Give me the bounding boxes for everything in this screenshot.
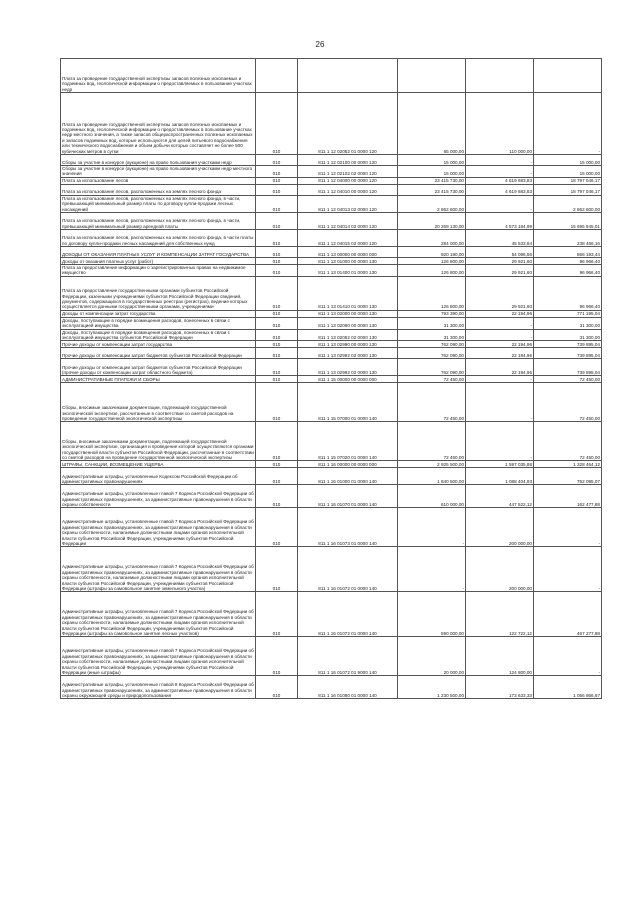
table-row: [61, 329, 602, 341]
row-exec-cell: 29 921,60: [466, 276, 534, 310]
row-rest-cell: 739 895,04: [534, 341, 602, 348]
table-row: [61, 247, 602, 258]
row-exec-cell: -: [466, 317, 534, 329]
row-kbk-cell: 811 1 12 04015 02 0000 120: [298, 230, 398, 247]
row-code-cell: 010: [256, 310, 298, 317]
row-name-cell: Сборы, вносимые заказчиками документации, подлежащей государственной экологической экспертизе, организация и проведение которой осуществляются органами государственной власти субъектов Российской Федерации, рассчитанные в соответствии со сметой расходов на проведение государственной экологической экспертизы: [61, 422, 256, 461]
row-plan-cell: 610 000,00: [398, 485, 466, 508]
row-code-cell: 010: [256, 184, 298, 195]
row-code-cell: 010: [256, 485, 298, 508]
row-exec-cell: -: [466, 195, 534, 212]
row-kbk-cell: [298, 59, 398, 93]
table-row: [61, 213, 602, 230]
row-name-cell: Административные штрафы, установленные главой 7 Кодекса Российской Федерации об административных правонарушениях, за административные правонарушения в области охраны собственности, налагаемые должностными лицами органов исполнительной власти субъектов Российской Федерации, учреждениями субъектов Российской Федерации (штрафы за самовольное занятие земельного участка): [61, 547, 256, 592]
row-code-cell: 010: [256, 341, 298, 348]
row-name-cell: АДМИНИСТРАТИВНЫЕ ПЛАТЕЖИ И СБОРЫ: [61, 376, 256, 383]
row-plan-cell: 20 269 130,00: [398, 213, 466, 230]
row-plan-cell: 126 800,00: [398, 258, 466, 265]
row-rest-cell: 1 056 866,67: [534, 676, 602, 699]
row-code-cell: 010: [256, 177, 298, 184]
row-plan-cell: 590 000,00: [398, 592, 466, 637]
row-rest-cell: 739 895,04: [534, 348, 602, 359]
table-row: [61, 184, 602, 195]
row-plan-cell: 920 190,00: [398, 247, 466, 258]
row-kbk-cell: 811 1 16 01070 01 0000 140: [298, 485, 398, 508]
row-rest-cell: 2 862 600,00: [534, 195, 602, 212]
row-exec-cell: -: [466, 329, 534, 341]
table-row: [61, 508, 602, 547]
row-name-cell: Доходы, поступающие в порядке возмещения расходов, понесенных в связи с эксплуатацией имущества: [61, 317, 256, 329]
row-exec-cell: 1 597 035,88: [466, 461, 534, 468]
row-code-cell: 010: [256, 213, 298, 230]
row-plan-cell: 31 300,00: [398, 329, 466, 341]
row-rest-cell: -: [534, 637, 602, 676]
row-kbk-cell: 811 1 16 01000 01 0000 140: [298, 468, 398, 485]
page-number: 26: [315, 40, 325, 49]
row-kbk-cell: 811 1 12 02102 02 0000 120: [298, 166, 398, 178]
row-rest-cell: 15 695 945,01: [534, 213, 602, 230]
row-exec-cell: 4 619 683,83: [466, 177, 534, 184]
row-rest-cell: -: [534, 547, 602, 592]
row-name-cell: Административные штрафы, установленные главой 8 Кодекса Российской Федерации об административных правонарушениях, за административные правонарушения в области охраны окружающей среды и природопользования: [61, 676, 256, 699]
row-name-cell: Плата за использование лесов, расположенных на землях лесного фонда, в части платы по договору купли-продажи лесных насаждений для собственных нужд: [61, 230, 256, 247]
revenue-table: [60, 58, 602, 699]
row-rest-cell: [534, 59, 602, 93]
row-code-cell: 010: [256, 592, 298, 637]
row-exec-cell: 22 194,96: [466, 348, 534, 359]
table-row: [61, 376, 602, 383]
row-plan-cell: 762 090,00: [398, 341, 466, 348]
row-plan-cell: 15 000,00: [398, 166, 466, 178]
row-name-cell: Плата за проведение государственной экспертизы запасов полезных ископаемых и подземных вод, геологической информации о предоставляемых в пользование участках недр местного значения, а также запасов общераспространенных полезных ископаемых и запасов подземных вод, которые используются для целей питьевого водоснабжения или технического водоснабжения и объем добычи которых составляет не более 500 кубических метров в сутки: [61, 93, 256, 155]
row-exec-cell: 29 921,60: [466, 258, 534, 265]
row-name-cell: ШТРАФЫ, САНКЦИИ, ВОЗМЕЩЕНИЕ УЩЕРБА: [61, 461, 256, 468]
row-kbk-cell: 811 1 12 02100 00 0000 120: [298, 155, 398, 166]
row-name-cell: Административные штрафы, установленные главой 7 Кодекса Российской Федерации об административных правонарушениях, за административные правонарушения в области охраны собственности, налагаемые должностными лицами органов исполнительной власти субъектов Российской Федерации, учреждениями субъектов Российской Федерации (иные штрафы): [61, 637, 256, 676]
row-exec-cell: 447 522,12: [466, 485, 534, 508]
row-exec-cell: 45 533,84: [466, 230, 534, 247]
row-plan-cell: -: [398, 508, 466, 547]
row-plan-cell: 2 862 600,00: [398, 195, 466, 212]
row-rest-cell: 96 966,40: [534, 276, 602, 310]
row-rest-cell: 162 477,88: [534, 485, 602, 508]
row-kbk-cell: 811 1 16 01072 01 9000 140: [298, 637, 398, 676]
row-plan-cell: 23 415 730,00: [398, 184, 466, 195]
row-plan-cell: 31 300,00: [398, 317, 466, 329]
row-name-cell: Плата за использование лесов, расположенных на землях лесного фонда, в части, превышающей минимальный размер платы по договору купли-продажи лесных насаждений: [61, 195, 256, 212]
row-name-cell: Плата за проведение государственной экспертизы запасов полезных ископаемых и подземных вод, геологической информации о предоставляемых в пользование участках недр: [61, 59, 256, 93]
row-name-cell: Административные штрафы, установленные главой 7 Кодекса Российской Федерации об административных правонарушениях, за административные правонарушения в области охраны собственности, налагаемые должностными лицами органов исполнительной власти субъектов Российской Федерации, учреждениями субъектов Российской Федерации (штрафы за самовольное занятие лесных участков): [61, 592, 256, 637]
row-exec-cell: 22 194,96: [466, 341, 534, 348]
table-row: [61, 468, 602, 485]
row-code-cell: 010: [256, 637, 298, 676]
row-rest-cell: 739 895,04: [534, 359, 602, 376]
table-row: [61, 341, 602, 348]
row-plan-cell: 1 230 500,00: [398, 676, 466, 699]
row-kbk-cell: 811 1 15 07020 01 0000 140: [298, 422, 398, 461]
table-row: [61, 276, 602, 310]
table-row: [61, 422, 602, 461]
row-exec-cell: 4 573 184,99: [466, 213, 534, 230]
row-plan-cell: 72 450,00: [398, 376, 466, 383]
row-kbk-cell: 811 1 13 02062 02 0000 130: [298, 329, 398, 341]
row-name-cell: Доходы, поступающие в порядке возмещения расходов, понесенных в связи с эксплуатацией имущества субъектов Российской Федерации: [61, 329, 256, 341]
row-plan-cell: -: [398, 547, 466, 592]
table-row: [61, 310, 602, 317]
row-kbk-cell: 811 1 16 01080 01 0000 140: [298, 676, 398, 699]
row-kbk-cell: 811 1 13 02992 02 0000 130: [298, 348, 398, 359]
row-name-cell: Доходы от оказания платных услуг (работ): [61, 258, 256, 265]
row-plan-cell: [398, 59, 466, 93]
row-code-cell: 010: [256, 329, 298, 341]
row-code-cell: 010: [256, 348, 298, 359]
row-kbk-cell: 811 1 15 00000 00 0000 000: [298, 376, 398, 383]
row-code-cell: 010: [256, 317, 298, 329]
row-exec-cell: [466, 59, 534, 93]
row-exec-cell: -: [466, 422, 534, 461]
row-plan-cell: 72 450,00: [398, 422, 466, 461]
row-kbk-cell: 811 1 13 02992 02 0000 130: [298, 359, 398, 376]
row-code-cell: 010: [256, 676, 298, 699]
row-name-cell: Административные штрафы, установленные главой 7 Кодекса Российской Федерации об административных правонарушениях, за административные правонарушения в области охраны собственности: [61, 485, 256, 508]
row-plan-cell: 762 090,00: [398, 359, 466, 376]
row-exec-cell: 110 000,00: [466, 93, 534, 155]
row-code-cell: 010: [256, 468, 298, 485]
row-name-cell: Сборы за участие в конкурсе (аукционе) на право пользования участками недр местного значения: [61, 166, 256, 178]
row-exec-cell: 200 000,00: [466, 547, 534, 592]
row-rest-cell: 1 328 464,12: [534, 461, 602, 468]
row-plan-cell: 23 415 730,00: [398, 177, 466, 184]
row-plan-cell: 1 840 500,00: [398, 468, 466, 485]
row-rest-cell: -: [534, 508, 602, 547]
row-rest-cell: 31 300,00: [534, 329, 602, 341]
row-exec-cell: -: [466, 383, 534, 422]
table-row: [61, 195, 602, 212]
row-plan-cell: 2 925 500,00: [398, 461, 466, 468]
table-row: [61, 59, 602, 93]
row-code-cell: 010: [256, 547, 298, 592]
row-code-cell: 010: [256, 376, 298, 383]
row-plan-cell: 793 390,00: [398, 310, 466, 317]
table-row: [61, 676, 602, 699]
row-exec-cell: 200 000,00: [466, 508, 534, 547]
row-rest-cell: 96 966,40: [534, 265, 602, 277]
row-exec-cell: 1 088 404,93: [466, 468, 534, 485]
row-name-cell: Административные штрафы, установленные Кодексом Российской Федерации об административных правонарушениях: [61, 468, 256, 485]
row-name-cell: Плата за предоставление информации о зарегистрированных правах на недвижимое имущество: [61, 265, 256, 277]
row-kbk-cell: 811 1 13 02990 00 0000 130: [298, 341, 398, 348]
row-rest-cell: 72 450,00: [534, 376, 602, 383]
row-kbk-cell: 811 1 16 00000 00 0000 000: [298, 461, 398, 468]
table-row: [61, 348, 602, 359]
row-exec-cell: -: [466, 376, 534, 383]
table-row: [61, 93, 602, 155]
row-rest-cell: 866 193,44: [534, 247, 602, 258]
row-code-cell: [256, 59, 298, 93]
row-code-cell: 010: [256, 461, 298, 468]
table-row: [61, 359, 602, 376]
table-row: [61, 461, 602, 468]
row-name-cell: Сборы за участие в конкурсе (аукционе) на право пользования участками недр: [61, 155, 256, 166]
row-kbk-cell: 811 1 13 02000 00 0000 130: [298, 310, 398, 317]
row-kbk-cell: 811 1 13 01410 01 0000 130: [298, 276, 398, 310]
row-exec-cell: 54 096,56: [466, 247, 534, 258]
row-rest-cell: 752 095,07: [534, 468, 602, 485]
row-kbk-cell: 811 1 16 01073 01 0000 140: [298, 508, 398, 547]
row-kbk-cell: 811 1 12 04013 02 0000 120: [298, 195, 398, 212]
row-plan-cell: 762 090,00: [398, 348, 466, 359]
table-row: [61, 258, 602, 265]
row-code-cell: 010: [256, 166, 298, 178]
row-code-cell: 010: [256, 155, 298, 166]
row-name-cell: Плата за использование лесов: [61, 177, 256, 184]
table-row: [61, 265, 602, 277]
row-name-cell: Плата за использование лесов, расположенных на землях лесного фонда, в части, превышающей минимальный размер арендной платы: [61, 213, 256, 230]
row-kbk-cell: 811 1 16 01072 01 0000 140: [298, 547, 398, 592]
row-code-cell: 010: [256, 258, 298, 265]
row-rest-cell: 31 300,00: [534, 317, 602, 329]
row-exec-cell: 173 633,33: [466, 676, 534, 699]
row-exec-cell: 124 800,00: [466, 637, 534, 676]
row-kbk-cell: 811 1 12 04010 00 0000 120: [298, 184, 398, 195]
row-exec-cell: 4 619 683,83: [466, 184, 534, 195]
table-row: [61, 317, 602, 329]
row-rest-cell: 15 000,00: [534, 166, 602, 178]
row-rest-cell: 18 797 046,17: [534, 184, 602, 195]
table-row: [61, 547, 602, 592]
row-plan-cell: 284 000,00: [398, 230, 466, 247]
table-row: [61, 177, 602, 184]
row-kbk-cell: 811 1 12 04000 00 0000 120: [298, 177, 398, 184]
row-kbk-cell: 811 1 13 01000 00 0000 130: [298, 258, 398, 265]
row-plan-cell: 65 000,00: [398, 93, 466, 155]
row-kbk-cell: 811 1 12 02052 01 0000 120: [298, 93, 398, 155]
row-plan-cell: 20 000,00: [398, 637, 466, 676]
row-plan-cell: 15 000,00: [398, 155, 466, 166]
row-code-cell: 010: [256, 265, 298, 277]
row-name-cell: Плата за использование лесов, расположенных на землях лесного фонда: [61, 184, 256, 195]
row-rest-cell: 467 277,88: [534, 592, 602, 637]
row-name-cell: Административные штрафы, установленные главой 7 Кодекса Российской Федерации об административных правонарушениях, за административные правонарушения в области охраны собственности, налагаемые должностными лицами органов исполнительной власти субъектов Российской Федерации, учреждениями субъектов Российской Федерации: [61, 508, 256, 547]
row-code-cell: 010: [256, 247, 298, 258]
row-rest-cell: 18 797 046,17: [534, 177, 602, 184]
row-code-cell: 010: [256, 422, 298, 461]
row-code-cell: 010: [256, 508, 298, 547]
row-kbk-cell: 811 1 13 00000 00 0000 000: [298, 247, 398, 258]
row-rest-cell: 96 966,40: [534, 258, 602, 265]
row-name-cell: Прочие доходы от компенсации затрат бюджетов субъектов Российской Федерации: [61, 348, 256, 359]
table-row: [61, 637, 602, 676]
row-code-cell: 010: [256, 383, 298, 422]
row-exec-cell: 22 194,96: [466, 359, 534, 376]
table-row: [61, 230, 602, 247]
row-name-cell: Доходы от компенсации затрат государства: [61, 310, 256, 317]
row-exec-cell: 22 194,96: [466, 310, 534, 317]
row-rest-cell: 72 450,00: [534, 422, 602, 461]
row-name-cell: Прочие доходы от компенсации затрат государства: [61, 341, 256, 348]
row-plan-cell: 126 800,00: [398, 265, 466, 277]
table-row: [61, 383, 602, 422]
row-kbk-cell: 811 1 13 02060 00 0000 130: [298, 317, 398, 329]
row-name-cell: Сборы, вносимые заказчиками документации, подлежащей государственной экологической экспертизе, рассчитанные в соответствии со сметой расходов на проведение государственной экологической экспертизы: [61, 383, 256, 422]
row-rest-cell: 15 000,00: [534, 155, 602, 166]
row-rest-cell: -: [534, 93, 602, 155]
row-exec-cell: -: [466, 155, 534, 166]
table-row: [61, 592, 602, 637]
row-rest-cell: 238 466,16: [534, 230, 602, 247]
row-plan-cell: 126 800,00: [398, 276, 466, 310]
row-exec-cell: 29 921,60: [466, 265, 534, 277]
row-code-cell: 010: [256, 195, 298, 212]
table-row: [61, 485, 602, 508]
row-kbk-cell: 811 1 16 01072 01 0000 140: [298, 592, 398, 637]
row-exec-cell: 122 722,12: [466, 592, 534, 637]
table-row: [61, 166, 602, 178]
row-kbk-cell: 811 1 12 04014 02 0000 120: [298, 213, 398, 230]
row-code-cell: 010: [256, 276, 298, 310]
row-name-cell: Прочие доходы от компенсации затрат бюджетов субъектов Российской Федерации (прочие доходы от компенсации затрат областного бюджета): [61, 359, 256, 376]
row-code-cell: 010: [256, 93, 298, 155]
row-exec-cell: -: [466, 166, 534, 178]
row-rest-cell: 771 195,04: [534, 310, 602, 317]
row-kbk-cell: 811 1 15 07000 01 0000 140: [298, 383, 398, 422]
row-plan-cell: 72 450,00: [398, 383, 466, 422]
row-code-cell: 010: [256, 230, 298, 247]
table-row: [61, 155, 602, 166]
row-name-cell: ДОХОДЫ ОТ ОКАЗАНИЯ ПЛАТНЫХ УСЛУГ И КОМПЕНСАЦИИ ЗАТРАТ ГОСУДАРСТВА: [61, 247, 256, 258]
row-kbk-cell: 811 1 13 01400 01 0000 130: [298, 265, 398, 277]
row-name-cell: Плата за предоставление государственными органами субъектов Российской Федерации, казенными учреждениями субъектов Российской Федерации сведений, документов, содержащихся в государственных реестрах (регистрах), ведение которых осуществляется данными государственными органами, учреждениями: [61, 276, 256, 310]
row-code-cell: 010: [256, 359, 298, 376]
row-rest-cell: 72 450,00: [534, 383, 602, 422]
